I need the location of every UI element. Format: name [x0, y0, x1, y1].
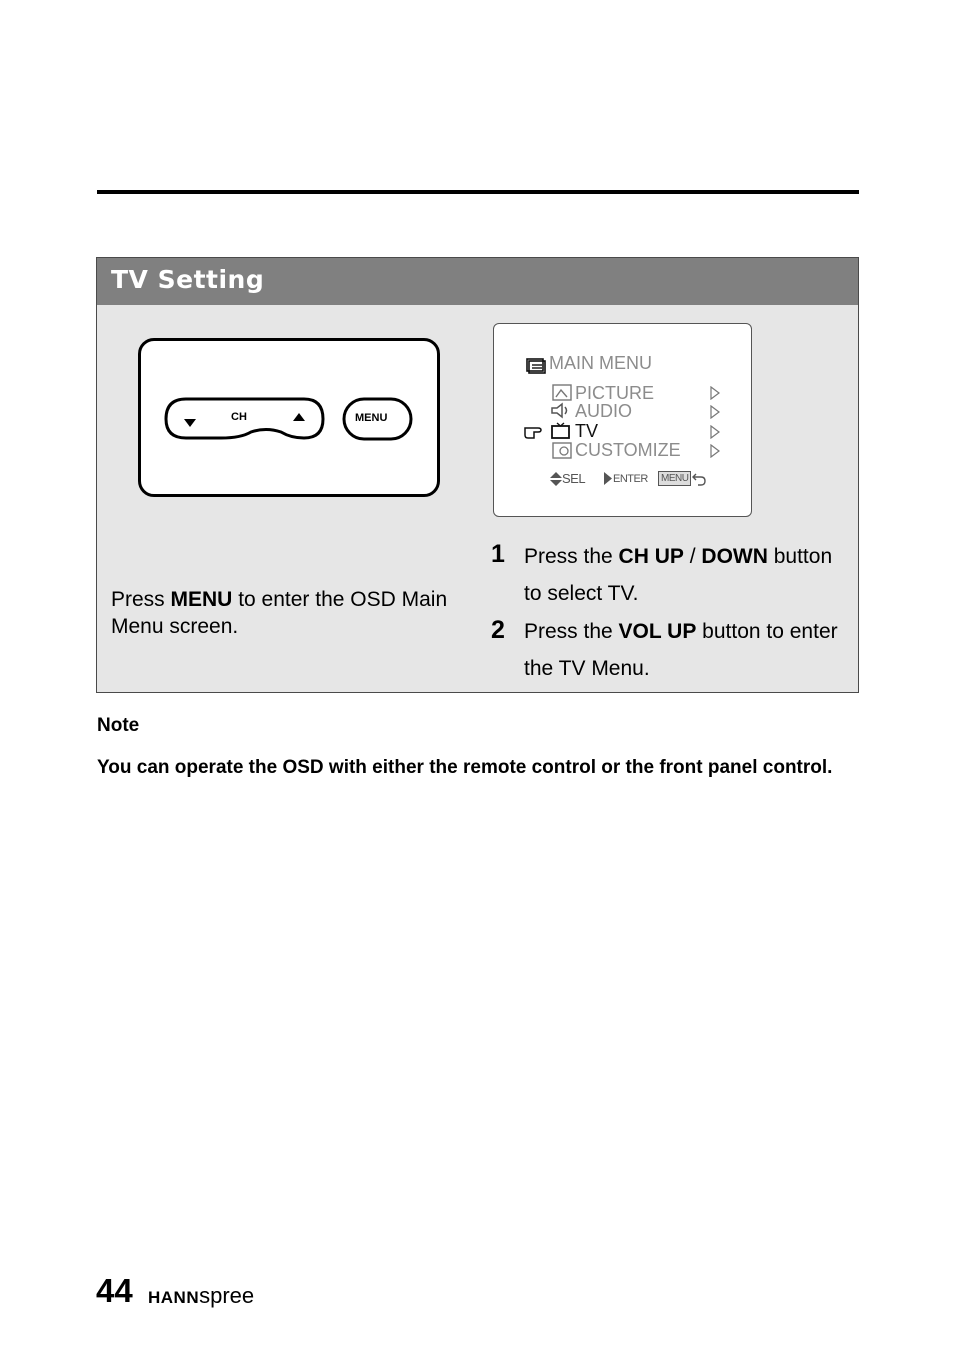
- customize-arrow-icon: [710, 444, 720, 458]
- step-1-mid: /: [683, 545, 702, 568]
- note-text: You can operate the OSD with either the remote control or the front panel control.: [97, 757, 833, 778]
- menu-instruction-pre: Press: [111, 588, 171, 611]
- step-1-text: [524, 538, 844, 612]
- picture-icon: [552, 384, 572, 401]
- audio-arrow-icon: [710, 405, 720, 419]
- return-icon: [692, 472, 706, 486]
- tv-setting-panel: [96, 257, 859, 693]
- step-1-key2: DOWN: [701, 545, 768, 568]
- osd-item-tv: TV: [575, 421, 599, 441]
- panel-header: [97, 258, 858, 305]
- osd-item-customize: CUSTOMIZE: [575, 440, 681, 460]
- step-2-text: [524, 613, 844, 687]
- audio-icon: [550, 402, 572, 419]
- front-panel-illustration: [138, 338, 440, 497]
- step-2-pre: Press the: [524, 620, 619, 643]
- brand-light: spree: [199, 1283, 255, 1308]
- step-2-key1: VOL UP: [618, 620, 697, 643]
- menu-instruction-post: to enter the OSD Main Menu screen.: [111, 588, 448, 638]
- osd-footer-menu: MENU: [658, 471, 691, 486]
- brand-logo: [148, 1283, 254, 1309]
- hand-pointer-icon: [524, 423, 546, 439]
- step-1-pre: Press the: [524, 545, 619, 568]
- top-rule: [97, 190, 859, 194]
- menu-button-label: MENU: [355, 412, 388, 424]
- tv-icon: [551, 422, 571, 439]
- menu-key: MENU: [170, 588, 233, 611]
- enter-arrow-icon: [604, 472, 612, 485]
- ch-label: CH: [231, 411, 247, 423]
- menu-instruction: [111, 586, 451, 640]
- note-heading: Note: [97, 715, 140, 736]
- osd-footer-sel: SEL: [562, 471, 586, 486]
- step-1-post: button to select TV.: [524, 545, 833, 605]
- step-1-number: 1: [491, 540, 505, 568]
- osd-footer-enter: ENTER: [613, 473, 648, 485]
- step-2-post: button to enter the TV Menu.: [524, 620, 838, 680]
- step-2-number: 2: [491, 616, 505, 644]
- updown-icon: [550, 472, 562, 486]
- brand-bold: HANN: [148, 1288, 200, 1307]
- osd-item-audio: AUDIO: [575, 401, 633, 421]
- panel-title: TV Setting: [111, 265, 265, 294]
- osd-item-picture: PICTURE: [575, 383, 655, 403]
- page-number: 44: [96, 1272, 133, 1309]
- customize-icon: [552, 442, 572, 459]
- tv-arrow-icon: [710, 425, 720, 439]
- main-menu-icon: [526, 358, 546, 374]
- osd-title: MAIN MENU: [549, 353, 652, 373]
- osd-main-menu: [493, 323, 752, 517]
- picture-arrow-icon: [710, 386, 720, 400]
- step-1-key1: CH UP: [618, 545, 684, 568]
